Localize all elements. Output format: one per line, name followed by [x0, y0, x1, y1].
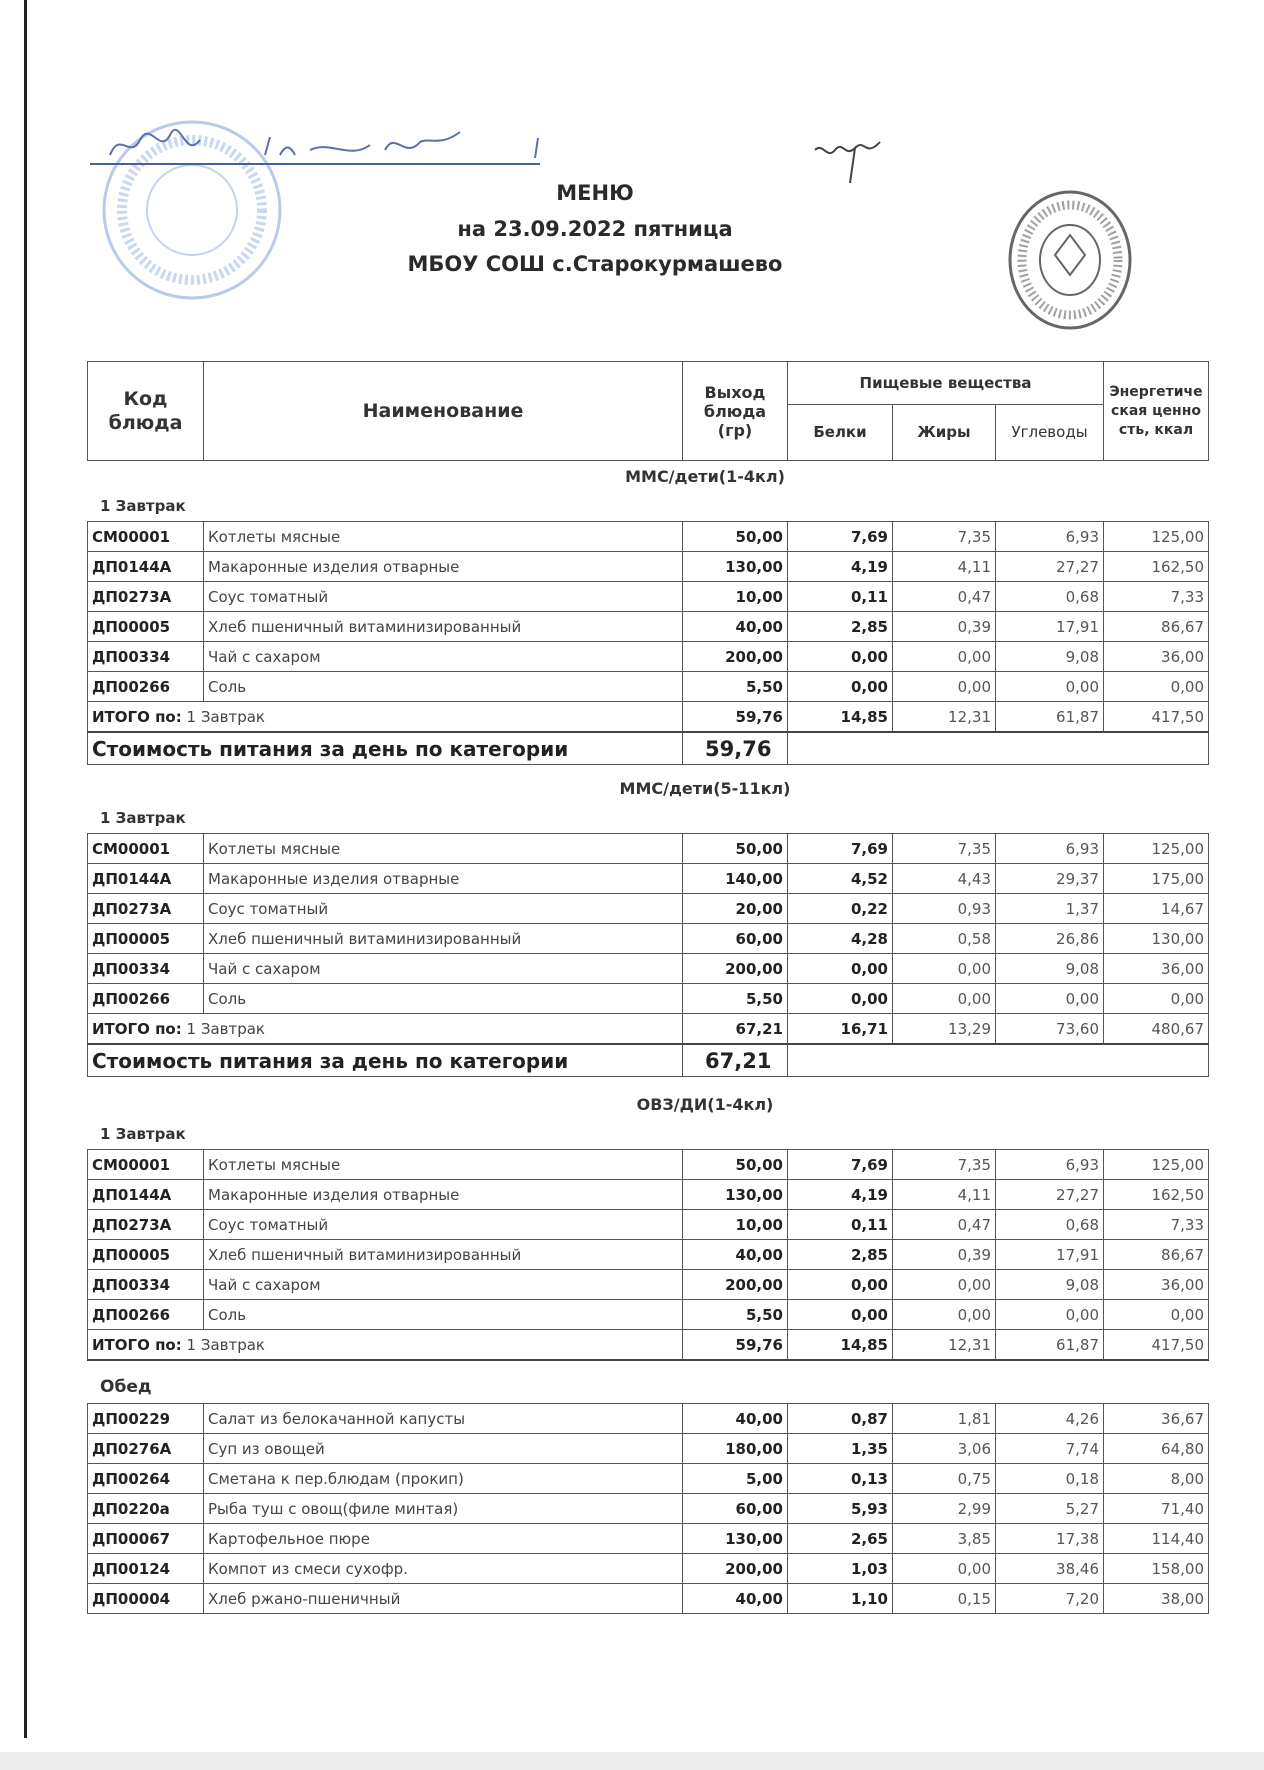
carbs-value: 0,68	[996, 1210, 1104, 1240]
energy-value: 125,00	[1104, 522, 1209, 552]
cost-label: Стоимость питания за день по категории	[88, 1044, 683, 1077]
protein-value: 7,69	[788, 522, 893, 552]
document-date: на 23.09.2022 пятница	[457, 217, 733, 241]
fat-value: 0,39	[893, 1240, 996, 1270]
column-header-energy: Энергетическая ценность, ккал	[1104, 362, 1209, 461]
dish-code: ДП00005	[88, 924, 204, 954]
carbs-value: 26,86	[996, 924, 1104, 954]
fat-value: 1,81	[893, 1404, 996, 1434]
carbs-value: 6,93	[996, 1150, 1104, 1180]
carbs-value: 1,37	[996, 894, 1104, 924]
meal-table	[87, 1149, 1209, 1361]
protein-value: 1,10	[788, 1584, 893, 1614]
total-value: 61,87	[996, 1330, 1104, 1361]
dish-name: Чай с сахаром	[204, 954, 683, 984]
total-label	[88, 1014, 683, 1045]
protein-value: 0,00	[788, 642, 893, 672]
fat-value: 4,43	[893, 864, 996, 894]
total-value: 480,67	[1104, 1014, 1209, 1045]
cost-value: 59,76	[683, 732, 788, 765]
signature-director	[90, 120, 570, 180]
dish-code: ДП00067	[88, 1524, 204, 1554]
cost-row	[88, 732, 1209, 765]
fat-value: 0,75	[893, 1464, 996, 1494]
dish-code: ДП0144А	[88, 552, 204, 582]
carbs-value: 7,74	[996, 1434, 1104, 1464]
fat-value: 0,15	[893, 1584, 996, 1614]
energy-value: 64,80	[1104, 1434, 1209, 1464]
energy-value: 14,67	[1104, 894, 1209, 924]
dish-yield: 5,50	[683, 1300, 788, 1330]
fat-value: 4,11	[893, 1180, 996, 1210]
dish-name: Котлеты мясные	[204, 834, 683, 864]
protein-value: 1,03	[788, 1554, 893, 1584]
table-row	[88, 672, 1209, 702]
energy-value: 38,00	[1104, 1584, 1209, 1614]
carbs-value: 9,08	[996, 1270, 1104, 1300]
table-row	[88, 834, 1209, 864]
meal-table	[87, 1403, 1209, 1614]
dish-name: Салат из белокачанной капусты	[204, 1404, 683, 1434]
dish-code: ДП00124	[88, 1554, 204, 1584]
total-label-bold: ИТОГО по:	[92, 1335, 182, 1354]
table-row	[88, 1150, 1209, 1180]
dish-yield: 40,00	[683, 1240, 788, 1270]
fat-value: 0,00	[893, 1300, 996, 1330]
total-label	[88, 1330, 683, 1361]
total-label-bold: ИТОГО по:	[92, 1019, 182, 1038]
protein-value: 4,19	[788, 1180, 893, 1210]
dish-name: Соль	[204, 984, 683, 1014]
meal-label: 1 Завтрак	[100, 1125, 186, 1143]
fat-value: 0,00	[893, 672, 996, 702]
fat-value: 4,11	[893, 552, 996, 582]
dish-name: Соус томатный	[204, 1210, 683, 1240]
carbs-value: 9,08	[996, 954, 1104, 984]
protein-value: 0,00	[788, 954, 893, 984]
dish-code: ДП00004	[88, 1584, 204, 1614]
table-row	[88, 582, 1209, 612]
table-row	[88, 1240, 1209, 1270]
carbs-value: 27,27	[996, 552, 1104, 582]
dish-yield: 20,00	[683, 894, 788, 924]
table-row	[88, 1300, 1209, 1330]
table-row	[88, 612, 1209, 642]
energy-value: 162,50	[1104, 1180, 1209, 1210]
protein-value: 7,69	[788, 1150, 893, 1180]
dish-yield: 130,00	[683, 552, 788, 582]
protein-value: 0,00	[788, 984, 893, 1014]
meal-table	[87, 521, 1209, 765]
dish-yield: 5,50	[683, 984, 788, 1014]
fat-value: 7,35	[893, 834, 996, 864]
dish-code: ДП0273А	[88, 894, 204, 924]
table-row	[88, 522, 1209, 552]
dish-code: ДП0273А	[88, 582, 204, 612]
total-value: 61,87	[996, 702, 1104, 733]
section-label: ОВЗ/ДИ(1-4кл)	[636, 1095, 774, 1114]
dish-yield: 10,00	[683, 1210, 788, 1240]
table-row	[88, 1404, 1209, 1434]
dish-code: СМ00001	[88, 834, 204, 864]
document-title: МЕНЮ	[556, 181, 634, 205]
carbs-value: 6,93	[996, 834, 1104, 864]
energy-value: 125,00	[1104, 834, 1209, 864]
carbs-value: 0,18	[996, 1464, 1104, 1494]
total-row	[88, 1014, 1209, 1045]
school-name: МБОУ СОШ с.Старокурмашево	[407, 252, 783, 276]
dish-code: СМ00001	[88, 1150, 204, 1180]
table-row	[88, 1180, 1209, 1210]
column-header-code: Код блюда	[88, 362, 204, 461]
dish-yield: 180,00	[683, 1434, 788, 1464]
energy-value: 36,00	[1104, 642, 1209, 672]
energy-value: 0,00	[1104, 984, 1209, 1014]
dish-name: Макаронные изделия отварные	[204, 864, 683, 894]
fat-value: 0,00	[893, 984, 996, 1014]
protein-value: 4,52	[788, 864, 893, 894]
fat-value: 3,06	[893, 1434, 996, 1464]
energy-value: 125,00	[1104, 1150, 1209, 1180]
fat-value: 7,35	[893, 522, 996, 552]
dish-yield: 200,00	[683, 1270, 788, 1300]
carbs-value: 17,38	[996, 1524, 1104, 1554]
protein-value: 0,13	[788, 1464, 893, 1494]
dish-yield: 200,00	[683, 954, 788, 984]
dish-yield: 140,00	[683, 864, 788, 894]
section-label: ММС/дети(1-4кл)	[625, 467, 785, 486]
total-value: 14,85	[788, 1330, 893, 1361]
carbs-value: 17,91	[996, 1240, 1104, 1270]
column-header-yield: Выход блюда (гр)	[683, 362, 788, 461]
column-header-carbs: Углеводы	[996, 405, 1104, 461]
protein-value: 2,65	[788, 1524, 893, 1554]
carbs-value: 27,27	[996, 1180, 1104, 1210]
meal-label: 1 Завтрак	[100, 809, 186, 827]
energy-value: 162,50	[1104, 552, 1209, 582]
table-row	[88, 1554, 1209, 1584]
dish-yield: 130,00	[683, 1180, 788, 1210]
dish-code: СМ00001	[88, 522, 204, 552]
energy-value: 114,40	[1104, 1524, 1209, 1554]
fat-value: 0,00	[893, 642, 996, 672]
table-row	[88, 1464, 1209, 1494]
dish-yield: 50,00	[683, 1150, 788, 1180]
protein-value: 0,87	[788, 1404, 893, 1434]
dish-code: ДП00334	[88, 1270, 204, 1300]
energy-value: 0,00	[1104, 672, 1209, 702]
cost-value: 67,21	[683, 1044, 788, 1077]
dish-yield: 200,00	[683, 642, 788, 672]
dish-code: ДП00005	[88, 1240, 204, 1270]
total-value: 67,21	[683, 1014, 788, 1045]
total-label-meal: 1 Завтрак	[181, 1019, 265, 1038]
total-label-bold: ИТОГО по:	[92, 707, 182, 726]
energy-value: 36,00	[1104, 954, 1209, 984]
dish-yield: 5,00	[683, 1464, 788, 1494]
dish-code: ДП00334	[88, 642, 204, 672]
dish-code: ДП0276А	[88, 1434, 204, 1464]
meal-table	[87, 833, 1209, 1077]
table-row	[88, 924, 1209, 954]
cost-empty-cell	[788, 1044, 1104, 1077]
dish-yield: 200,00	[683, 1554, 788, 1584]
total-label	[88, 702, 683, 733]
dish-name: Чай с сахаром	[204, 642, 683, 672]
dish-yield: 60,00	[683, 1494, 788, 1524]
protein-value: 0,11	[788, 1210, 893, 1240]
dish-name: Соль	[204, 1300, 683, 1330]
cost-empty-cell	[788, 732, 1104, 765]
dish-name: Хлеб пшеничный витаминизированный	[204, 924, 683, 954]
total-value: 417,50	[1104, 702, 1209, 733]
energy-value: 158,00	[1104, 1554, 1209, 1584]
table-row	[88, 552, 1209, 582]
total-value: 12,31	[893, 702, 996, 733]
dish-code: ДП00264	[88, 1464, 204, 1494]
dish-name: Соль	[204, 672, 683, 702]
cost-empty-cell	[1104, 1044, 1209, 1077]
protein-value: 0,22	[788, 894, 893, 924]
total-row	[88, 702, 1209, 733]
dish-name: Хлеб пшеничный витаминизированный	[204, 1240, 683, 1270]
fat-value: 2,99	[893, 1494, 996, 1524]
energy-value: 0,00	[1104, 1300, 1209, 1330]
carbs-value: 5,27	[996, 1494, 1104, 1524]
dish-yield: 40,00	[683, 612, 788, 642]
total-value: 16,71	[788, 1014, 893, 1045]
carbs-value: 4,26	[996, 1404, 1104, 1434]
fat-value: 0,00	[893, 954, 996, 984]
dish-name: Сметана к пер.блюдам (прокип)	[204, 1464, 683, 1494]
protein-value: 4,28	[788, 924, 893, 954]
column-header-fat: Жиры	[893, 405, 996, 461]
carbs-value: 9,08	[996, 642, 1104, 672]
dish-yield: 40,00	[683, 1404, 788, 1434]
carbs-value: 38,46	[996, 1554, 1104, 1584]
dish-code: ДП00266	[88, 984, 204, 1014]
total-value: 13,29	[893, 1014, 996, 1045]
dish-code: ДП0144А	[88, 864, 204, 894]
carbs-value: 0,00	[996, 672, 1104, 702]
carbs-value: 0,00	[996, 1300, 1104, 1330]
carbs-value: 7,20	[996, 1584, 1104, 1614]
dish-name: Соус томатный	[204, 582, 683, 612]
total-value: 14,85	[788, 702, 893, 733]
table-row	[88, 1584, 1209, 1614]
table-row	[88, 984, 1209, 1014]
dish-name: Хлеб пшеничный витаминизированный	[204, 612, 683, 642]
dish-code: ДП0220а	[88, 1494, 204, 1524]
table-row	[88, 1270, 1209, 1300]
column-header-nutrients: Пищевые вещества	[788, 362, 1104, 405]
dish-code: ДП00229	[88, 1404, 204, 1434]
dish-name: Картофельное пюре	[204, 1524, 683, 1554]
dish-name: Котлеты мясные	[204, 522, 683, 552]
dish-name: Хлеб ржано-пшеничный	[204, 1584, 683, 1614]
column-header-name: Наименование	[204, 362, 683, 461]
dish-code: ДП00005	[88, 612, 204, 642]
meal-label: Обед	[100, 1377, 152, 1398]
total-label-meal: 1 Завтрак	[181, 707, 265, 726]
fat-value: 7,35	[893, 1150, 996, 1180]
dish-yield: 10,00	[683, 582, 788, 612]
protein-value: 0,00	[788, 1300, 893, 1330]
total-value: 417,50	[1104, 1330, 1209, 1361]
total-value: 12,31	[893, 1330, 996, 1361]
carbs-value: 0,68	[996, 582, 1104, 612]
energy-value: 36,00	[1104, 1270, 1209, 1300]
dish-yield: 40,00	[683, 1584, 788, 1614]
fat-value: 0,00	[893, 1554, 996, 1584]
total-label-meal: 1 Завтрак	[181, 1335, 265, 1354]
table-row	[88, 954, 1209, 984]
protein-value: 1,35	[788, 1434, 893, 1464]
energy-value: 8,00	[1104, 1464, 1209, 1494]
dish-code: ДП0273А	[88, 1210, 204, 1240]
energy-value: 86,67	[1104, 612, 1209, 642]
menu-header-table	[87, 361, 1209, 461]
fat-value: 0,39	[893, 612, 996, 642]
protein-value: 0,00	[788, 672, 893, 702]
energy-value: 7,33	[1104, 1210, 1209, 1240]
dish-yield: 50,00	[683, 522, 788, 552]
fat-value: 3,85	[893, 1524, 996, 1554]
dish-name: Рыба туш с овощ(филе минтая)	[204, 1494, 683, 1524]
column-header-protein: Белки	[788, 405, 893, 461]
dish-yield: 60,00	[683, 924, 788, 954]
table-row	[88, 1434, 1209, 1464]
table-row	[88, 642, 1209, 672]
cost-label: Стоимость питания за день по категории	[88, 732, 683, 765]
total-value: 59,76	[683, 702, 788, 733]
fat-value: 0,47	[893, 1210, 996, 1240]
dish-code: ДП00266	[88, 672, 204, 702]
dish-name: Макаронные изделия отварные	[204, 1180, 683, 1210]
table-row	[88, 1210, 1209, 1240]
dish-code: ДП0144А	[88, 1180, 204, 1210]
protein-value: 2,85	[788, 612, 893, 642]
table-row	[88, 1524, 1209, 1554]
dish-name: Котлеты мясные	[204, 1150, 683, 1180]
dish-yield: 130,00	[683, 1524, 788, 1554]
energy-value: 36,67	[1104, 1404, 1209, 1434]
section-label: ММС/дети(5-11кл)	[619, 779, 791, 798]
dish-name: Чай с сахаром	[204, 1270, 683, 1300]
protein-value: 0,00	[788, 1270, 893, 1300]
dish-name: Компот из смеси сухофр.	[204, 1554, 683, 1584]
dish-code: ДП00266	[88, 1300, 204, 1330]
energy-value: 71,40	[1104, 1494, 1209, 1524]
protein-value: 2,85	[788, 1240, 893, 1270]
energy-value: 175,00	[1104, 864, 1209, 894]
dish-yield: 5,50	[683, 672, 788, 702]
fat-value: 0,47	[893, 582, 996, 612]
dish-name: Макаронные изделия отварные	[204, 552, 683, 582]
carbs-value: 0,00	[996, 984, 1104, 1014]
table-row	[88, 894, 1209, 924]
fat-value: 0,00	[893, 1270, 996, 1300]
carbs-value: 29,37	[996, 864, 1104, 894]
energy-value: 130,00	[1104, 924, 1209, 954]
protein-value: 5,93	[788, 1494, 893, 1524]
scan-bottom-band	[0, 1752, 1264, 1770]
carbs-value: 6,93	[996, 522, 1104, 552]
carbs-value: 17,91	[996, 612, 1104, 642]
total-value: 59,76	[683, 1330, 788, 1361]
fat-value: 0,93	[893, 894, 996, 924]
dish-name: Суп из овощей	[204, 1434, 683, 1464]
meal-label: 1 Завтрак	[100, 497, 186, 515]
dish-yield: 50,00	[683, 834, 788, 864]
protein-value: 4,19	[788, 552, 893, 582]
total-value: 73,60	[996, 1014, 1104, 1045]
protein-value: 0,11	[788, 582, 893, 612]
table-row	[88, 864, 1209, 894]
total-row	[88, 1330, 1209, 1361]
energy-value: 7,33	[1104, 582, 1209, 612]
cost-row	[88, 1044, 1209, 1077]
cost-empty-cell	[1104, 732, 1209, 765]
dish-code: ДП00334	[88, 954, 204, 984]
table-row	[88, 1494, 1209, 1524]
dish-name: Соус томатный	[204, 894, 683, 924]
energy-value: 86,67	[1104, 1240, 1209, 1270]
fat-value: 0,58	[893, 924, 996, 954]
protein-value: 7,69	[788, 834, 893, 864]
